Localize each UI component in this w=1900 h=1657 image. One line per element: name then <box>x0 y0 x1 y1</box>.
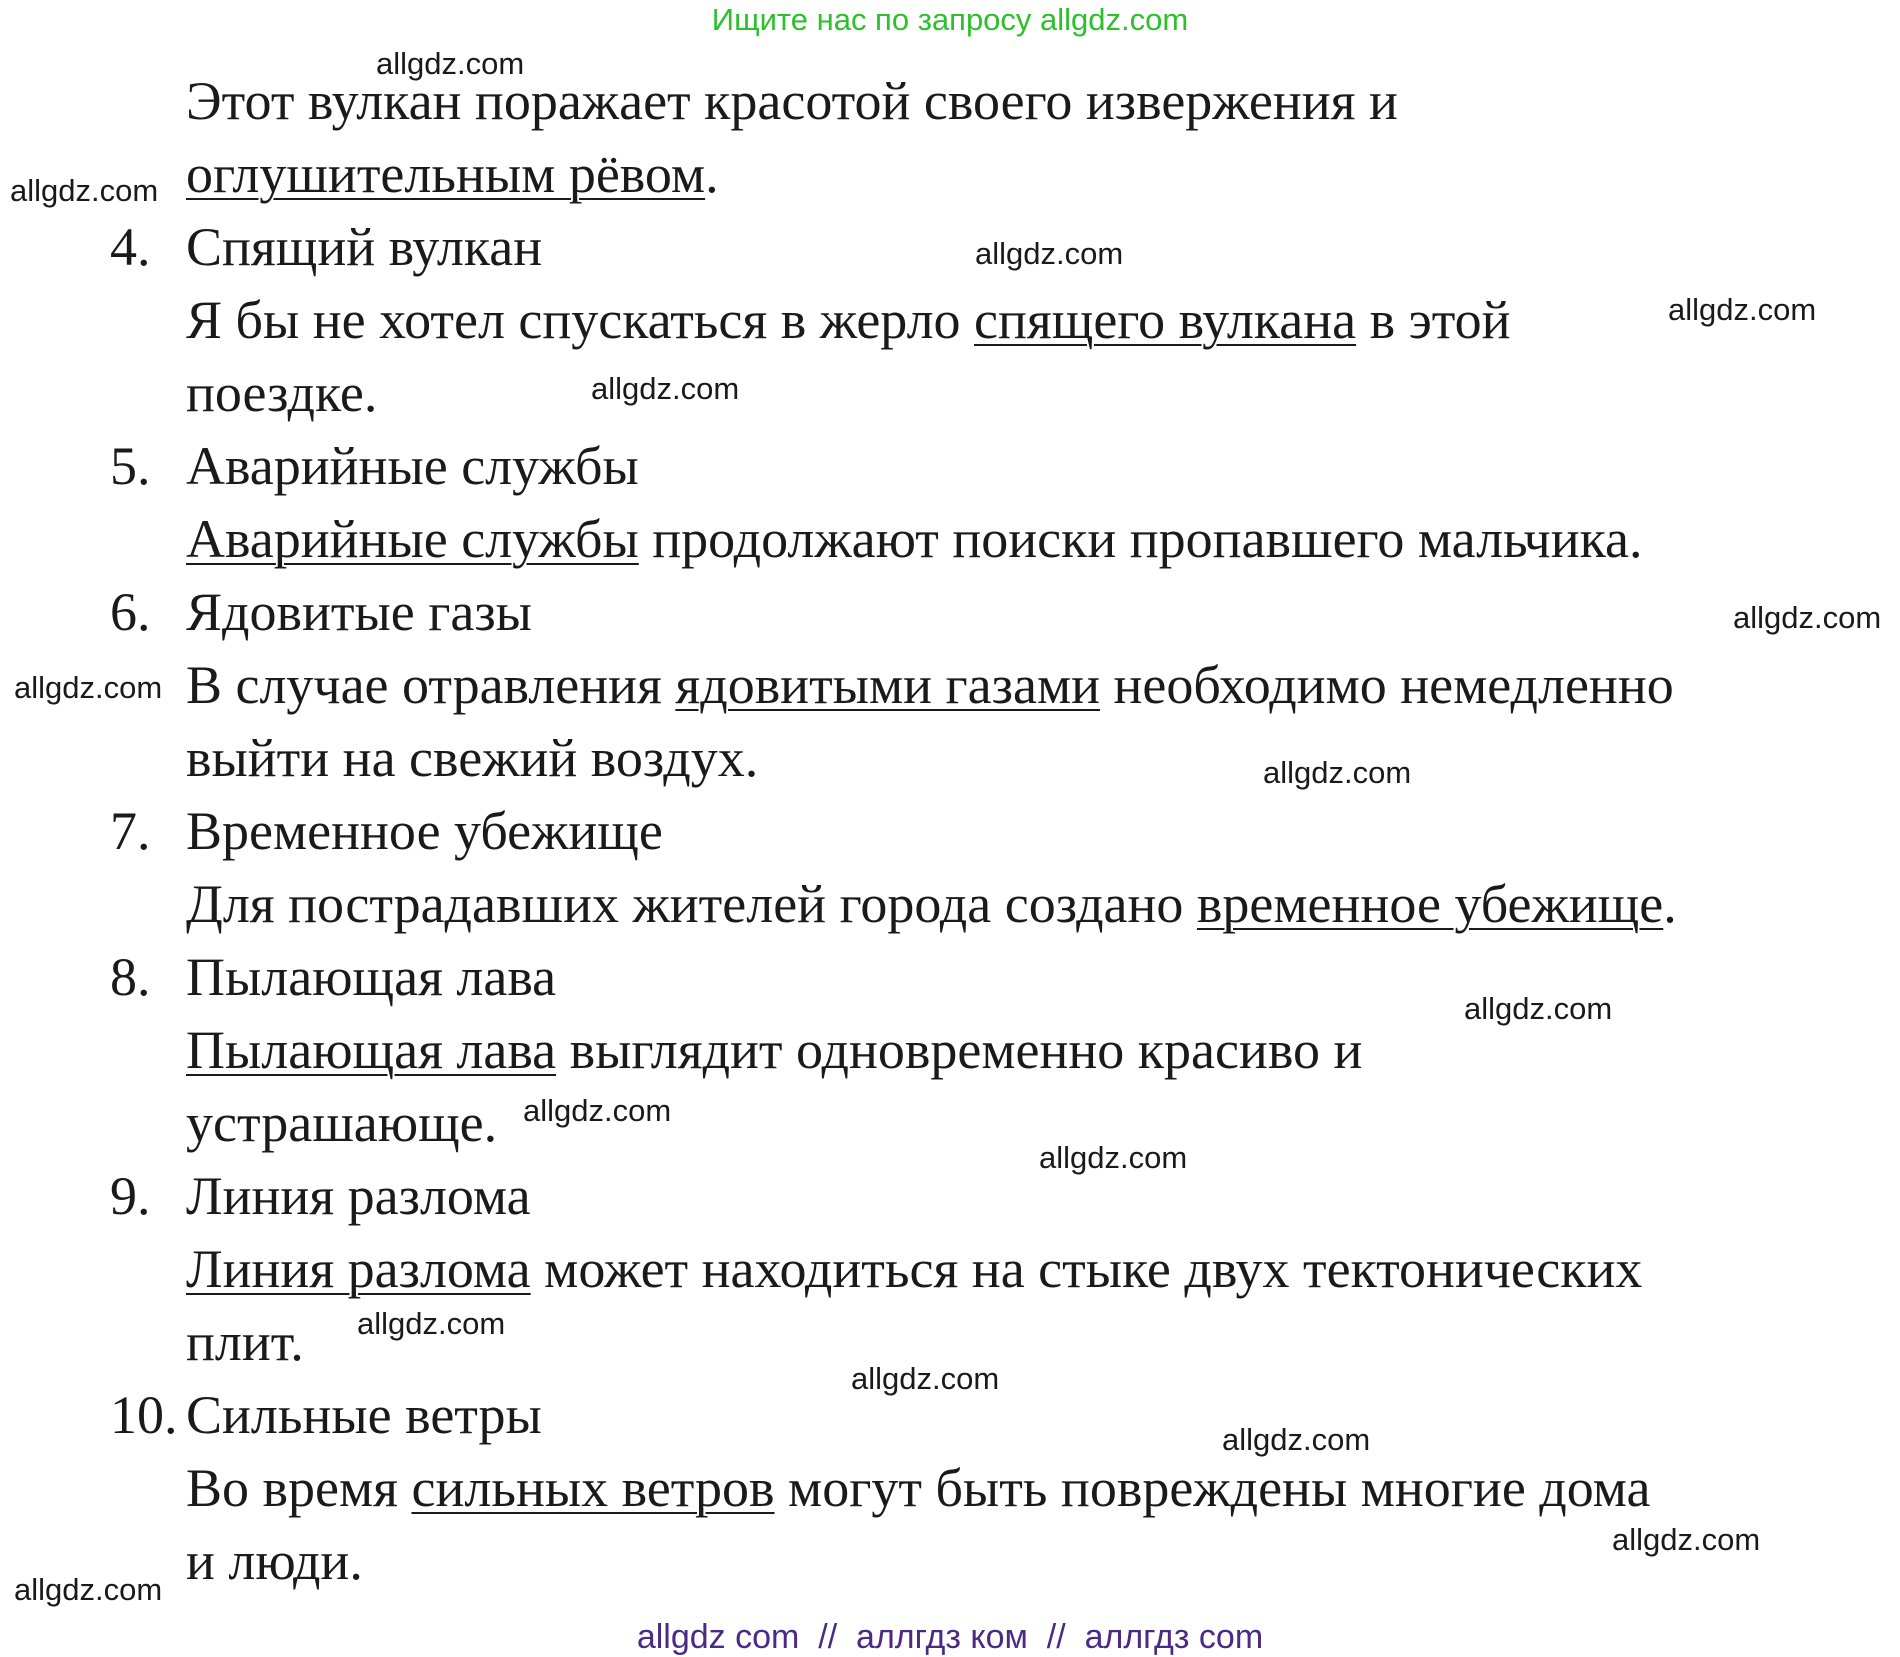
underlined-phrase: Аварийные службы <box>186 509 639 569</box>
entry-sentence-8-line-2: устрашающе. <box>186 1093 498 1153</box>
entry-sentence-4-line-2: поездке. <box>186 363 378 423</box>
watermark: allgdz.com <box>14 1572 163 1607</box>
entry-number-5: 5. <box>110 436 151 496</box>
sentence-text: Во время <box>186 1458 412 1518</box>
entry-title-4: Спящий вулкан <box>186 217 543 277</box>
entry-number-4: 4. <box>110 217 151 277</box>
underlined-phrase: сильных ветров <box>411 1458 775 1518</box>
entry-number-10: 10. <box>110 1385 178 1445</box>
watermark: allgdz.com <box>1733 600 1882 635</box>
underlined-phrase: Пылающая лава <box>186 1020 557 1080</box>
entry-number-8: 8. <box>110 947 151 1007</box>
sentence-text: . <box>1663 874 1677 934</box>
watermark: allgdz.com <box>851 1361 1000 1396</box>
watermark: allgdz.com <box>14 670 163 705</box>
entry-title-8: Пылающая лава <box>186 947 557 1007</box>
sentence-text: необходимо немедленно <box>1100 655 1674 715</box>
watermark: allgdz.com <box>1263 755 1412 790</box>
watermark: allgdz.com <box>591 371 740 406</box>
underlined-phrase: Линия разлома <box>186 1239 531 1299</box>
intro-line-2 <box>186 143 719 205</box>
watermark: allgdz.com <box>1612 1522 1761 1557</box>
sentence-text: может находиться на стыке двух тектонических <box>530 1239 1643 1299</box>
watermark: allgdz.com <box>357 1306 506 1341</box>
entry-sentence-7-line-1 <box>186 873 1677 935</box>
entry-sentence-4-line-1 <box>186 289 1511 351</box>
entry-title-9: Линия разлома <box>186 1166 531 1226</box>
entry-sentence-10-line-2: и люди. <box>186 1531 363 1591</box>
entry-sentence-8-line-1 <box>186 1019 1362 1081</box>
entry-sentence-5-line-1 <box>186 508 1643 570</box>
entry-sentence-6-line-2: выйти на свежий воздух. <box>186 728 759 788</box>
intro-line-1: Этот вулкан поражает красотой своего извержения и <box>186 71 1398 131</box>
entry-title-10: Сильные ветры <box>186 1385 542 1445</box>
sentence-text: Я бы не хотел спускаться в жерло <box>186 290 975 350</box>
sentence-text: выглядит одновременно красиво и <box>556 1020 1363 1080</box>
entry-title-6: Ядовитые газы <box>186 582 532 642</box>
entry-sentence-10-line-1 <box>186 1457 1651 1519</box>
intro-end: . <box>705 144 719 204</box>
entry-title-5: Аварийные службы <box>186 436 639 496</box>
watermark: allgdz.com <box>1039 1140 1188 1175</box>
underlined-phrase: ядовитыми газами <box>675 655 1101 715</box>
sentence-text: В случае отравления <box>186 655 676 715</box>
entry-title-7: Временное убежище <box>186 801 663 861</box>
underlined-phrase: временное убежище <box>1196 874 1664 934</box>
sentence-text: Для пострадавших жителей города создано <box>186 874 1197 934</box>
watermark: allgdz.com <box>1464 991 1613 1026</box>
underlined-phrase: спящего вулкана <box>974 290 1357 350</box>
entry-sentence-9-line-1 <box>186 1238 1642 1300</box>
watermark: allgdz.com <box>376 46 525 81</box>
entry-sentence-9-line-2: плит. <box>186 1312 304 1372</box>
search-banner: Ищите нас по запросу allgdz.com <box>711 2 1189 37</box>
entry-number-7: 7. <box>110 801 151 861</box>
entry-number-9: 9. <box>110 1166 151 1226</box>
entry-sentence-6-line-1 <box>186 654 1674 716</box>
entry-number-6: 6. <box>110 582 151 642</box>
watermark: allgdz.com <box>523 1093 672 1128</box>
intro-underlined-phrase: оглушительным рёвом <box>186 144 706 204</box>
sentence-text: в этой <box>1356 290 1511 350</box>
sentence-text: продолжают поиски пропавшего мальчика. <box>638 509 1643 569</box>
watermark: allgdz.com <box>1668 292 1817 327</box>
watermark: allgdz.com <box>10 173 159 208</box>
watermark: allgdz.com <box>1222 1422 1371 1457</box>
footer-links: allgdz com // аллгдз ком // аллгдз com <box>636 1618 1264 1656</box>
watermark: allgdz.com <box>975 236 1124 271</box>
sentence-text: могут быть повреждены многие дома <box>774 1458 1651 1518</box>
